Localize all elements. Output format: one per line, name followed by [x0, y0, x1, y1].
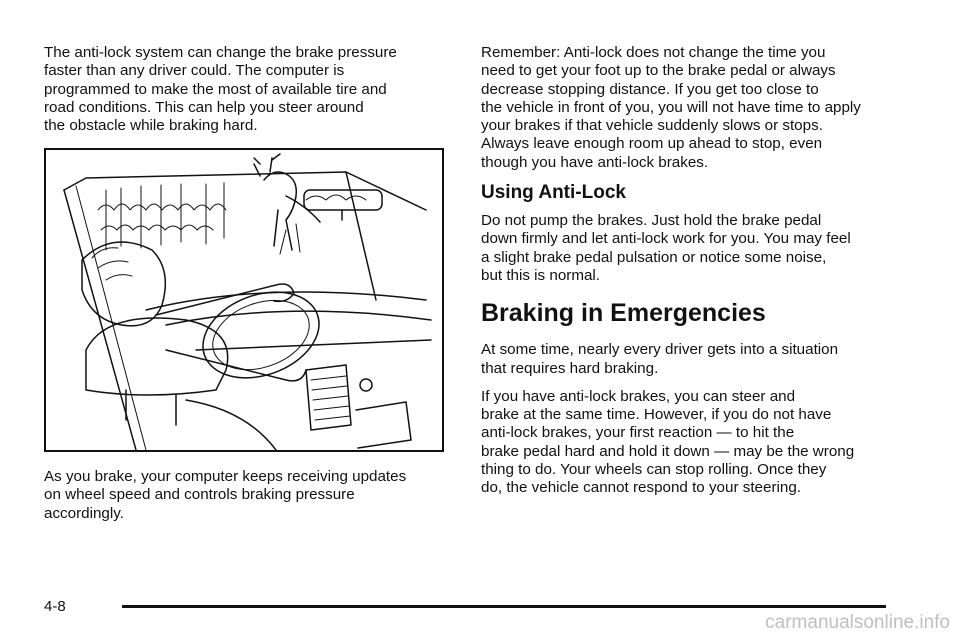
- heading-braking-in-emergencies: Braking in Emergencies: [481, 299, 766, 328]
- left-column: [44, 44, 462, 145]
- page-footer: [44, 596, 886, 618]
- page-number: 4-8: [44, 598, 66, 615]
- left-paragraph-2: As you brake, your computer keeps receiving updates on wheel speed and controls braking pressure accordingly.: [44, 468, 407, 522]
- footer-rule: [122, 605, 886, 608]
- left-column-lower: [44, 468, 462, 533]
- illustration-svg: [46, 150, 442, 450]
- right-paragraph-3: At some time, nearly every driver gets into a situation that requires hard braking.: [481, 341, 839, 377]
- right-paragraph-1: Remember: Anti-lock does not change the time you need to get your foot up to the brake pedal or always decrease stopping distance. If you get too close to the vehicle in front of you, you will not have time to apply your brakes if that vehicle suddenly slows or stops. Always leave enough room up ahead to stop, even though you have anti-lock brakes.: [481, 44, 861, 171]
- left-paragraph-1: The anti-lock system can change the brake pressure faster than any driver could. The computer is programmed to make the most of available tire and road conditions. This can help you steer around the obstacle while braking hard.: [44, 44, 397, 135]
- heading-using-anti-lock: Using Anti-Lock: [481, 182, 626, 204]
- right-column: [481, 44, 921, 508]
- watermark: carmanualsonline.info: [765, 612, 950, 633]
- illustration-driver-deer: [44, 148, 444, 452]
- right-paragraph-4: If you have anti-lock brakes, you can steer and brake at the same time. However, if you do not have anti-lock brakes, your first reaction — to hit the brake pedal hard and hold it down — may be the wrong thing to do. Your wheels can stop rolling. Once they do, the vehicle cannot respond to your steering.: [481, 387, 855, 497]
- right-paragraph-2: Do not pump the brakes. Just hold the brake pedal down firmly and let anti-lock work for you. You may feel a slight brake pedal pulsation or notice some noise, but this is normal.: [481, 212, 851, 284]
